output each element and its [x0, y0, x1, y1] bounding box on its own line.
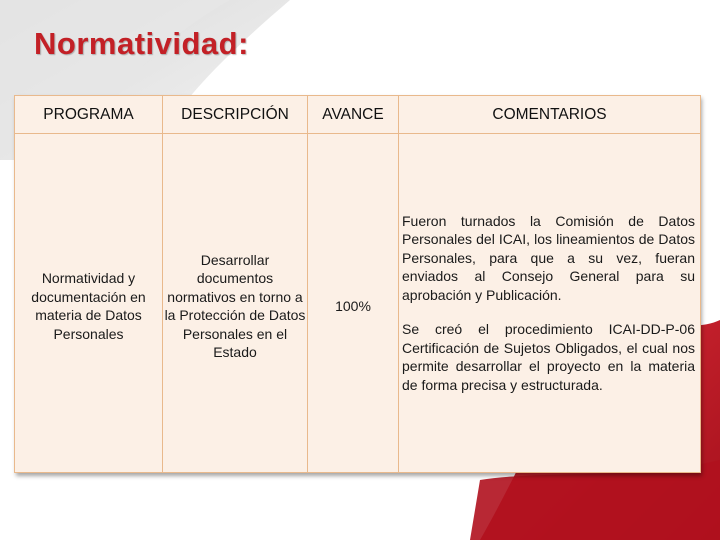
table-header-row — [15, 96, 701, 134]
cell-comentarios — [399, 134, 701, 473]
comment-paragraph-2: Se creó el procedimiento ICAI-DD-P-06 Certificación de Sujetos Obligados, el cual nos permite desarrollar el proyecto en la materia de forma precisa y estructurada. — [402, 321, 695, 393]
header-programa: PROGRAMA — [15, 96, 163, 134]
cell-programa: Normatividad y documentación en materia de Datos Personales — [15, 134, 163, 473]
cell-descripcion: Desarrollar documentos normativos en torno a la Protección de Datos Personales en el Estado — [163, 134, 308, 473]
program-table-container — [14, 95, 700, 473]
header-comentarios: COMENTARIOS — [399, 96, 701, 134]
table-row — [15, 134, 701, 473]
header-descripcion: DESCRIPCIÓN — [163, 96, 308, 134]
comment-paragraph-1: Fueron turnados la Comisión de Datos Personales del ICAI, los lineamientos de Datos Personales, para que a su vez, fueran enviados al Consejo General para su aprobación y Publicación. — [402, 212, 695, 303]
page-title: Normatividad: — [34, 26, 249, 61]
cell-avance: 100% — [308, 134, 399, 473]
program-table — [14, 95, 701, 473]
header-avance: AVANCE — [308, 96, 399, 134]
